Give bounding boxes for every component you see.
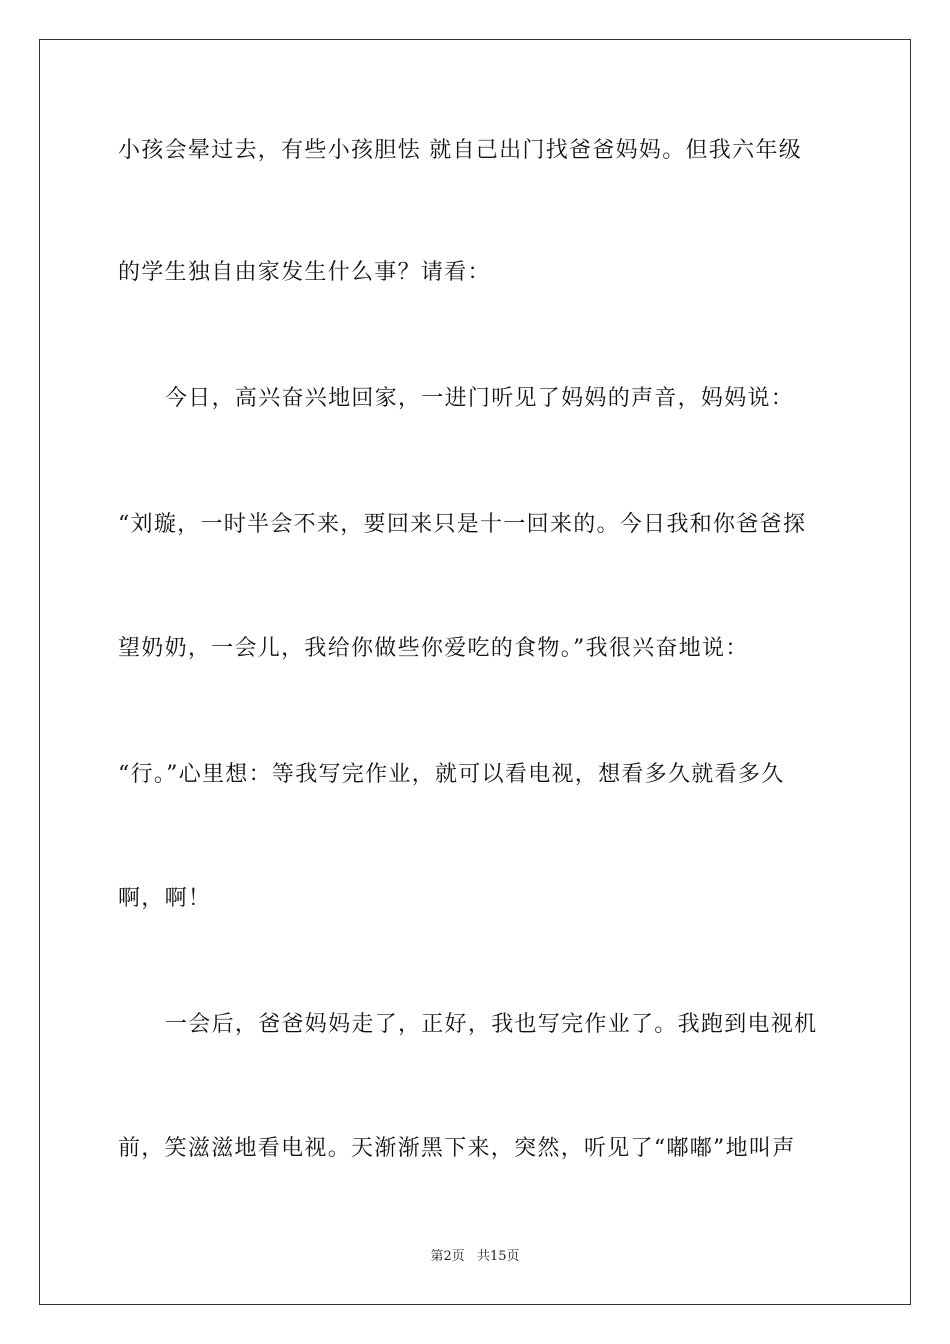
text-line-6: “行。”心里想：等我写完作业，就可以看电视，想看多久就看多久: [118, 762, 785, 787]
page-total: 共15页: [476, 1249, 520, 1264]
page-number: 第2页: [430, 1249, 465, 1264]
text-line-8: 一会后，爸爸妈妈走了，正好，我也写完作业了。我跑到电视机: [165, 1012, 818, 1037]
text-line-7: 啊，啊！: [118, 886, 212, 911]
text-line-9: 前，笑滋滋地看电视。天渐渐黑下来，突然，听见了“嘟嘟”地叫声: [118, 1136, 796, 1161]
text-line-3: 今日，高兴奋兴地回家，一进门听见了妈妈的声音，妈妈说：: [165, 386, 795, 411]
page-footer: [0, 1248, 950, 1266]
text-line-2: 的学生独自由家发生什么事？请看：: [118, 260, 491, 285]
text-line-5: 望奶奶，一会儿，我给你做些你爱吃的食物。”我很兴奋地说：: [118, 636, 749, 661]
page-border: [39, 39, 911, 1305]
text-line-1: 小孩会晕过去，有些小孩胆怯 就自己出门找爸爸妈妈。但我六年级: [118, 138, 802, 163]
text-line-4: “刘璇，一时半会不来，要回来只是十一回来的。今日我和你爸爸探: [118, 512, 807, 537]
